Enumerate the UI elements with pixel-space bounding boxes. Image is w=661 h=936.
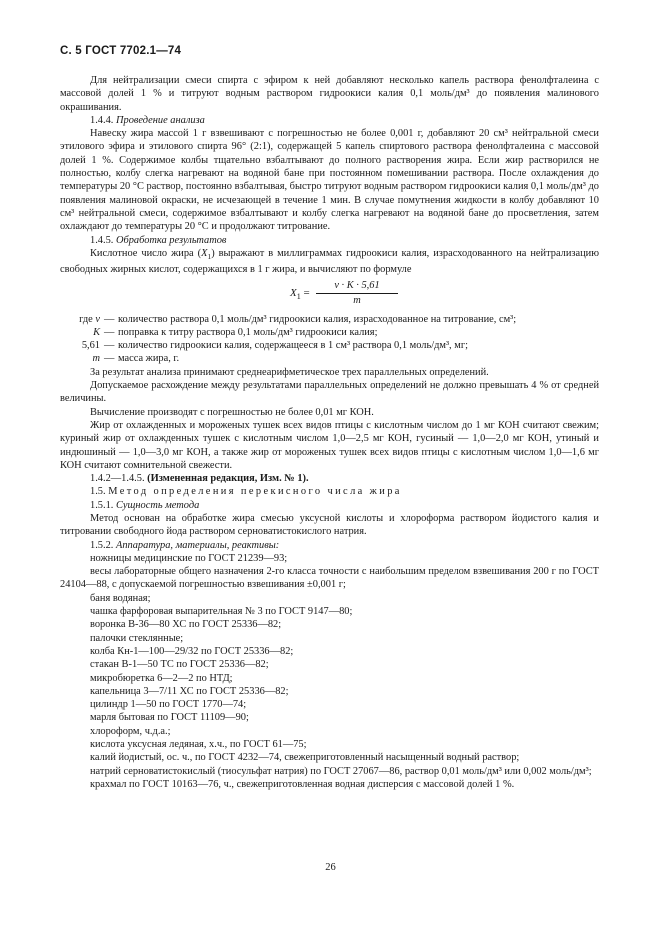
section-title: Метод определения перекисного числа жира <box>108 486 402 498</box>
section-1-5-heading <box>60 485 599 498</box>
formula-numerator: v · K · 5,61 <box>316 279 398 294</box>
section-title: Обработка результатов <box>116 234 227 246</box>
list-item: капельница 3—7/11 ХС по ГОСТ 25336—82; <box>90 685 289 697</box>
section-1-4-4-heading <box>60 114 599 127</box>
text-fragment: ) выражают в миллиграммах гидроокиси калия, израсходованного на нейтрализацию свободных жирных кислот, содержащихся в 1 г жира, и вычисляют по формуле <box>60 247 599 276</box>
text-fragment: Кислотное число жира ( <box>90 247 202 259</box>
definition-text: поправка к титру раствора 0,1 моль/дм³ гидроокиси калия; <box>118 326 378 338</box>
list-item: весы лабораторные общего назначения 2-го класса точности с наибольшим пределом взвешивания 200 г по ГОСТ 24104—88, с допускаемой погрешностью взвешивания ±0,001 г; <box>60 566 599 591</box>
list-item: баня водяная; <box>90 592 151 604</box>
equipment-list <box>60 552 599 791</box>
paragraph-method: Метод основан на обработке жира смесью уксусной кислоты и хлороформа раствором йодистого калия и титровании свободного йода раствором серноватистокислого натрия. <box>60 512 599 538</box>
section-1-5-2-heading <box>60 539 599 552</box>
section-number: 1.4.2—1.4.5. <box>90 473 145 485</box>
formula-lhs: $X_1$ = <box>290 286 310 301</box>
document-body <box>60 74 599 791</box>
section-1-5-1-heading <box>60 499 599 512</box>
section-number: 1.5.1. <box>90 499 114 511</box>
definition-row <box>60 339 599 352</box>
formula-denominator: m <box>353 294 361 306</box>
section-number: 1.5.2. <box>90 539 114 551</box>
section-number: 1.4.4. <box>90 114 114 126</box>
definition-symbol: m <box>92 353 100 365</box>
section-title: Аппаратура, материалы, реактивы: <box>116 539 280 551</box>
list-item: ножницы медицинские по ГОСТ 21239—93; <box>90 552 288 564</box>
section-title: Проведение анализа <box>116 114 205 126</box>
amendment-text: (Измененная редакция, Изм. № 1). <box>147 473 309 485</box>
definition-row <box>60 352 599 365</box>
definition-symbol: 5,61 <box>81 340 100 352</box>
section-number: 1.4.5. <box>90 234 114 246</box>
paragraph-tolerance: Допускаемое расхождение между результатами параллельных определений не должно превышать 4 % от средней величины. <box>60 380 599 405</box>
list-item: хлороформ, ч.д.а.; <box>90 725 171 737</box>
list-item: кислота уксусная ледяная, х.ч., по ГОСТ 61—75; <box>90 739 307 751</box>
paragraph-result: За результат анализа принимают среднеарифметическое трех параллельных определений. <box>90 366 489 378</box>
definition-dash: — <box>104 340 115 352</box>
list-item: колба Кн-1—100—29/32 по ГОСТ 25336—82; <box>90 645 294 657</box>
symbol-x: X <box>201 247 208 259</box>
paragraph-neutralization: Для нейтрализации смеси спирта с эфиром к ней добавляют несколько капель раствора фенолфталеина с массовой долей 1 % и титруют водным раствором гидроокиси калия 0,1 моль/дм³ до появления малинового окрашивания. <box>60 75 599 113</box>
list-item: микробюретка 6—2—2 по НТД; <box>90 672 233 684</box>
page-number: 26 <box>325 862 336 873</box>
definition-dash: — <box>104 326 115 338</box>
paragraph-analysis: Навеску жира массой 1 г взвешивают с погрешностью не более 0,001 г, добавляют 20 см³ нейтральной смеси этилового эфира и этилового спирта 96° (2:1), содержащей 5 капель спиртового раствора фенолфталеина с массовой долей 1 %. Содержимое колбы тщательно взбалтывают до полного растворения жира. Если жир растворился не полностью, колбу слегка нагревают на водяной бане при постоянном помешивании раствора. После охлаждения до температуры 20 °С раствор, постоянно взбалтывая, быстро титруют водным раствором гидроокиси калия 0,1 моль/дм³ до появления малиновой окраски, не исчезающей в течение 1 мин. В случае помутнения жидкости в колбу добавляют 10 см³ нейтральной смеси, содержимое взбалтывают и колбу слегка нагревают на водяной бане до просветления, затем охлаждают до температуры 20 °С и продолжают титрование. <box>60 128 599 233</box>
formula-acid-number <box>60 279 599 311</box>
list-item: палочки стеклянные; <box>90 632 184 644</box>
amendment-note <box>60 472 599 485</box>
definition-text: количество гидроокиси калия, содержащееся в 1 см³ раствора 0,1 моль/дм³, мг; <box>118 340 468 352</box>
page-header: С. 5 ГОСТ 7702.1—74 <box>60 45 182 57</box>
formula-definitions <box>60 313 599 366</box>
list-item: чашка фарфоровая выпарительная № 3 по ГОСТ 9147—80; <box>90 606 353 618</box>
list-item: калий йодистый, ос. ч., по ГОСТ 4232—74, свежеприготовленный насыщенный водный раствор; <box>90 752 520 764</box>
section-title: Сущность метода <box>116 499 200 511</box>
definition-row <box>60 326 599 339</box>
definition-row <box>60 313 599 326</box>
section-number: 1.5. <box>90 486 106 498</box>
paragraph-calculation: Вычисление производят с погрешностью не более 0,01 мг КОН. <box>90 406 374 418</box>
definition-text: масса жира, г. <box>118 353 180 365</box>
formula-fraction <box>316 279 398 308</box>
list-item: марля бытовая по ГОСТ 11109—90; <box>90 712 249 724</box>
list-item: стакан В-1—50 ТС по ГОСТ 25336—82; <box>90 659 269 671</box>
list-item: цилиндр 1—50 по ГОСТ 1770—74; <box>90 699 247 711</box>
symbol-subscript: 1 <box>207 251 212 261</box>
definition-symbol: где v <box>79 313 100 325</box>
list-item: крахмал по ГОСТ 10163—76, ч., свежеприготовленная водная дисперсия с массовой долей 1 %. <box>90 778 515 790</box>
definition-dash: — <box>104 313 115 325</box>
definition-symbol: K <box>93 326 100 338</box>
definition-text: количество раствора 0,1 моль/дм³ гидроокиси калия, израсходованное на титрование, см³; <box>118 313 517 325</box>
section-1-4-5-heading <box>60 234 599 247</box>
list-item: натрий серноватистокислый (тиосульфат натрия) по ГОСТ 27067—86, раствор 0,01 моль/дм³ или 0,002 моль/дм³; <box>90 765 592 777</box>
paragraph-acid-number <box>60 247 599 277</box>
list-item: воронка В-36—80 ХС по ГОСТ 25336—82; <box>90 619 282 631</box>
definition-dash: — <box>104 353 115 365</box>
paragraph-freshness: Жир от охлажденных и мороженых тушек всех видов птицы с кислотным числом до 1 мг КОН считают свежим; куриный жир от охлажденных тушек с кислотным числом 1,0—2,5 мг КОН, гусиный — 1,0—2,0 мг КОН, утиный и индюшиный — 1,0—3,0 мг КОН, а также жир от мороженых тушек всех видов птицы с кислотным числом 1,0—1,6 мг КОН считают сомнительной свежести. <box>60 419 599 471</box>
